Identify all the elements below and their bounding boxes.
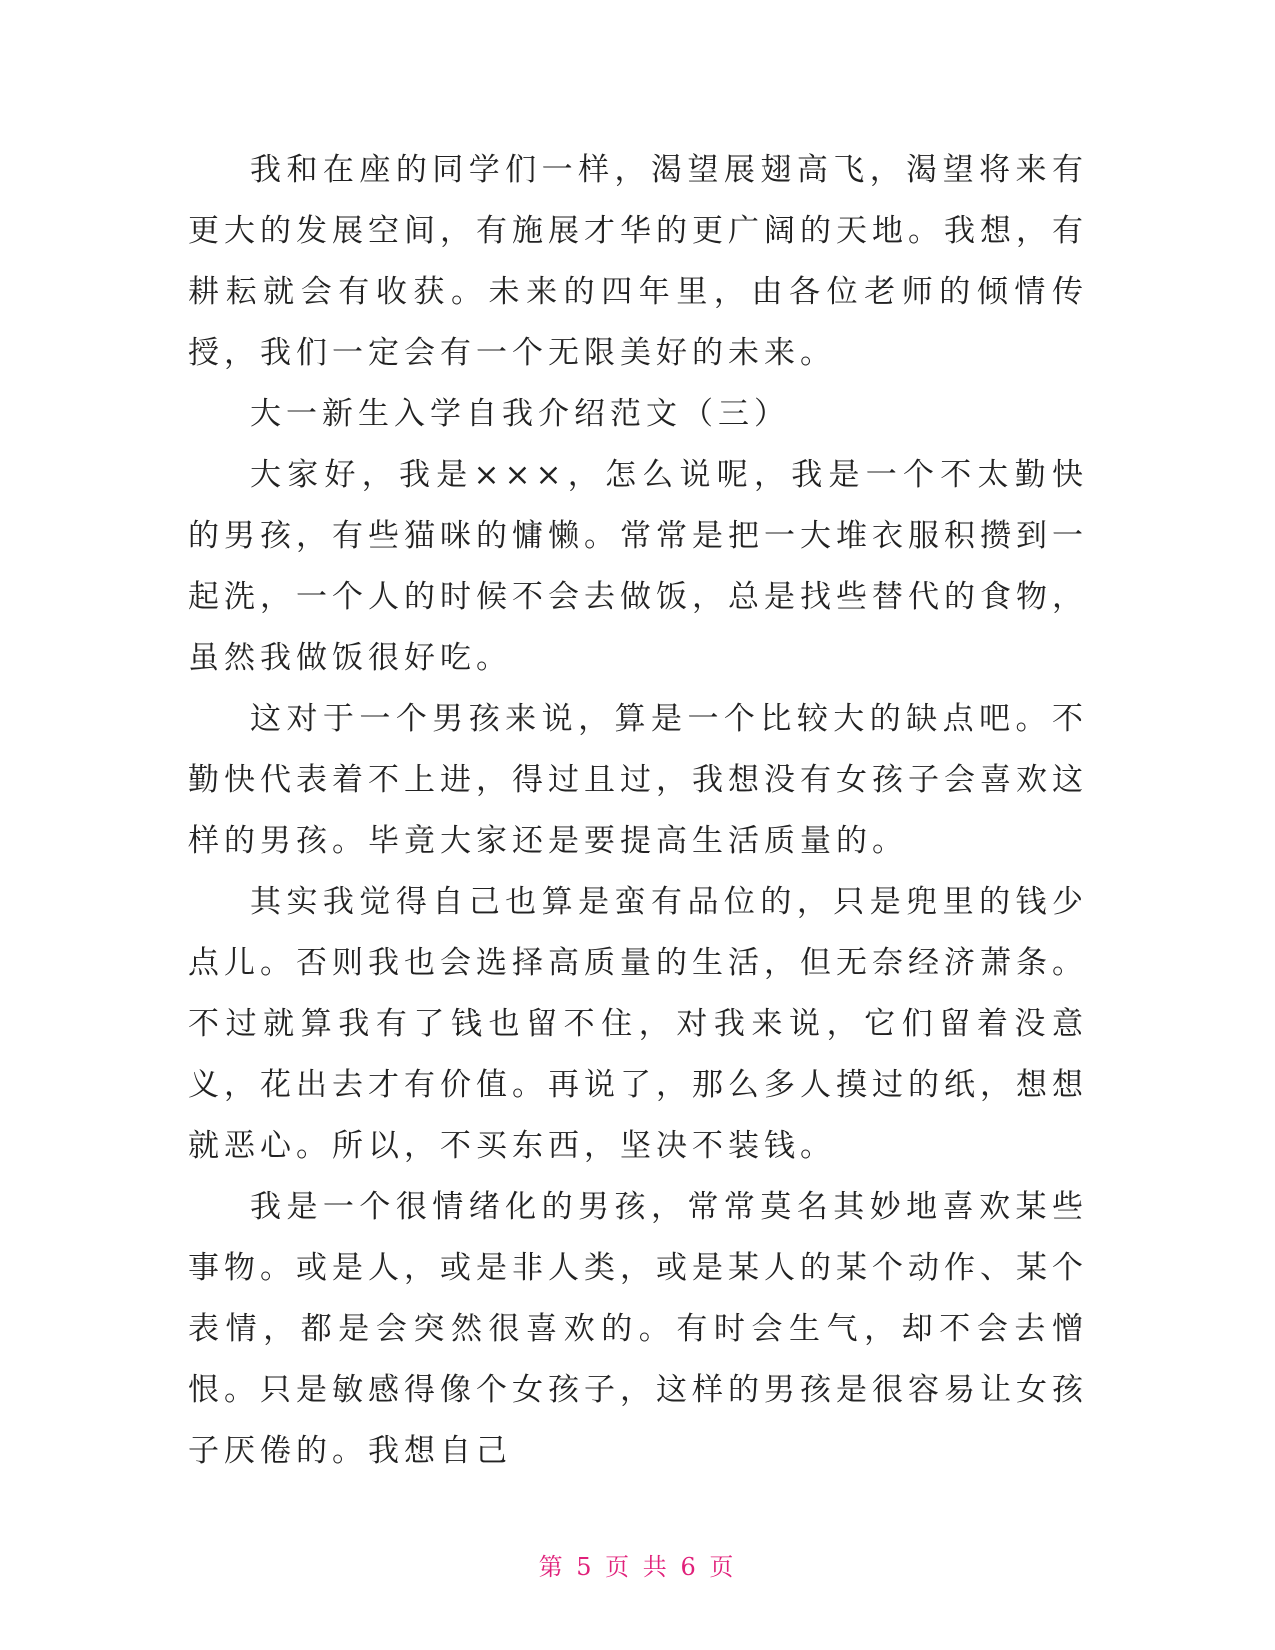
paragraph-emotional: 我是一个很情绪化的男孩，常常莫名其妙地喜欢某些事物。或是人，或是非人类，或是某人的某个动作、某个表情，都是会突然很喜欢的。有时会生气，却不会去憎恨。只是敏感得像个女孩子，这样的男孩是很容易让女孩子厌倦的。我想自己 [188, 1189, 1088, 1469]
document-body [188, 140, 1088, 1482]
paragraph-intro-closing: 我和在座的同学们一样，渴望展翅高飞，渴望将来有更大的发展空间，有施展才华的更广阔的天地。我想，有耕耘就会有收获。未来的四年里，由各位老师的倾情传授，我们一定会有一个无限美好的未来。 [188, 152, 1088, 371]
paragraph-greeting: 大家好，我是×××，怎么说呢，我是一个不太勤快的男孩，有些猫咪的慵懒。常常是把一大堆衣服积攒到一起洗，一个人的时候不会去做饭，总是找些替代的食物，虽然我做饭很好吃。 [188, 457, 1088, 676]
paragraph-shortcoming: 这对于一个男孩来说，算是一个比较大的缺点吧。不勤快代表着不上进，得过且过，我想没有女孩子会喜欢这样的男孩。毕竟大家还是要提高生活质量的。 [188, 701, 1088, 859]
page-number-footer: 第 5 页 共 6 页 [538, 1553, 737, 1581]
paragraph-taste: 其实我觉得自己也算是蛮有品位的，只是兜里的钱少点儿。否则我也会选择高质量的生活，但无奈经济萧条。不过就算我有了钱也留不住，对我来说，它们留着没意义，花出去才有价值。再说了，那么多人摸过的纸，想想就恶心。所以，不买东西，坚决不装钱。 [188, 884, 1088, 1164]
section-heading: 大一新生入学自我介绍范文（三） [250, 396, 790, 432]
